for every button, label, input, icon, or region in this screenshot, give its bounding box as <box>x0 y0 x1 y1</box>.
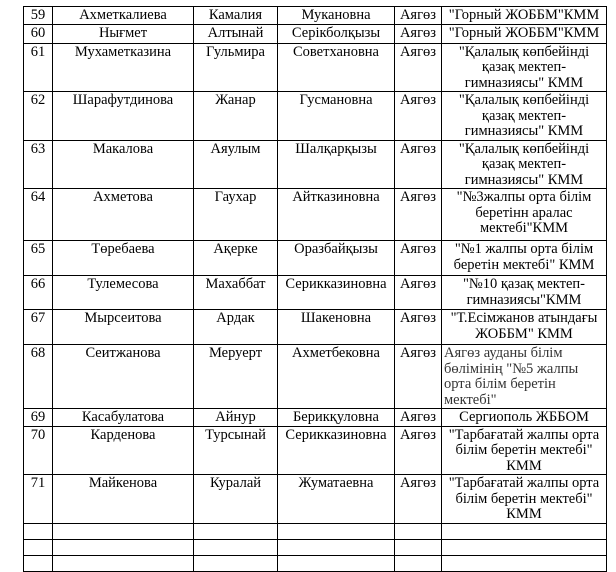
school-cell: "Тарбағатай жалпы орта білім беретін мектебі" КММ <box>442 475 607 524</box>
table-row <box>24 24 607 43</box>
empty-cell <box>53 555 194 571</box>
empty-table-row <box>24 539 607 555</box>
row-number: 67 <box>24 310 53 345</box>
name-cell: Алтынай <box>194 24 278 43</box>
empty-cell <box>278 523 395 539</box>
school-cell: "№10 қазақ мектеп- гимназиясы"КММ <box>442 276 607 310</box>
table-row <box>24 241 607 276</box>
surname-cell: Мухаметказина <box>53 43 194 92</box>
school-cell: "Горный ЖОББМ"КММ <box>442 24 607 43</box>
empty-cell <box>53 539 194 555</box>
row-number: 61 <box>24 43 53 92</box>
surname-cell: Мырсеитова <box>53 310 194 345</box>
empty-cell <box>278 539 395 555</box>
school-cell: "Горный ЖОББМ"КММ <box>442 7 607 25</box>
row-number: 66 <box>24 276 53 310</box>
city-cell: Аягөз <box>395 345 442 409</box>
row-number: 68 <box>24 345 53 409</box>
surname-cell: Нығмет <box>53 24 194 43</box>
row-number: 65 <box>24 241 53 276</box>
surname-cell: Майкенова <box>53 475 194 524</box>
patronymic-cell: Берикқуловна <box>278 409 395 427</box>
row-number: 71 <box>24 475 53 524</box>
surname-cell: Ахметкалиева <box>53 7 194 25</box>
school-cell: Аягөз ауданы білім бөлімінің "№5 жалпы орта білім беретін мектебі" <box>442 345 607 409</box>
name-cell: Айнур <box>194 409 278 427</box>
empty-cell <box>395 555 442 571</box>
name-cell: Гульмира <box>194 43 278 92</box>
row-number: 63 <box>24 140 53 189</box>
city-cell: Аягөз <box>395 7 442 25</box>
table-row <box>24 7 607 25</box>
city-cell: Аягөз <box>395 92 442 141</box>
surname-cell: Төребаева <box>53 241 194 276</box>
name-cell: Камалия <box>194 7 278 25</box>
school-cell: "Т.Есімжанов атындағы ЖОББМ" КММ <box>442 310 607 345</box>
patronymic-cell: Серикказиновна <box>278 426 395 475</box>
city-cell: Аягөз <box>395 475 442 524</box>
empty-cell <box>24 555 53 571</box>
empty-cell <box>194 523 278 539</box>
patronymic-cell: Советхановна <box>278 43 395 92</box>
patronymic-cell: Мукановна <box>278 7 395 25</box>
name-cell: Куралай <box>194 475 278 524</box>
patronymic-cell: Оразбайқызы <box>278 241 395 276</box>
city-cell: Аягөз <box>395 24 442 43</box>
name-cell: Ақерке <box>194 241 278 276</box>
school-cell: "Қалалық көпбейінді қазақ мектеп- гимназиясы" КММ <box>442 92 607 141</box>
city-cell: Аягөз <box>395 189 442 241</box>
empty-cell <box>24 539 53 555</box>
surname-cell: Ахметова <box>53 189 194 241</box>
school-cell: "Қалалық көпбейінді қазақ мектеп- гимназиясы" КММ <box>442 43 607 92</box>
patronymic-cell: Жуматаевна <box>278 475 395 524</box>
city-cell: Аягөз <box>395 276 442 310</box>
surname-cell: Тулемесова <box>53 276 194 310</box>
empty-cell <box>194 539 278 555</box>
city-cell: Аягөз <box>395 241 442 276</box>
school-cell: Сергиополь ЖББОМ <box>442 409 607 427</box>
patronymic-cell: Гусмановна <box>278 92 395 141</box>
school-cell: "Тарбағатай жалпы орта білім беретін мектебі" КММ <box>442 426 607 475</box>
empty-cell <box>442 555 607 571</box>
surname-cell: Касабулатова <box>53 409 194 427</box>
surname-cell: Шарафутдинова <box>53 92 194 141</box>
row-number: 62 <box>24 92 53 141</box>
empty-cell <box>194 555 278 571</box>
city-cell: Аягөз <box>395 426 442 475</box>
table-row <box>24 189 607 241</box>
row-number: 59 <box>24 7 53 25</box>
participants-table <box>23 6 607 572</box>
patronymic-cell: Серікболқызы <box>278 24 395 43</box>
school-cell: "Қалалық көпбейінді қазақ мектеп- гимназиясы" КММ <box>442 140 607 189</box>
city-cell: Аягөз <box>395 409 442 427</box>
empty-cell <box>395 523 442 539</box>
surname-cell: Карденова <box>53 426 194 475</box>
patronymic-cell: Шакеновна <box>278 310 395 345</box>
empty-table-row <box>24 555 607 571</box>
table-row <box>24 43 607 92</box>
empty-table-row <box>24 523 607 539</box>
patronymic-cell: Ахметбековна <box>278 345 395 409</box>
empty-cell <box>442 523 607 539</box>
table-row <box>24 92 607 141</box>
table-row <box>24 276 607 310</box>
table-row <box>24 426 607 475</box>
empty-cell <box>24 523 53 539</box>
empty-cell <box>53 523 194 539</box>
city-cell: Аягөз <box>395 310 442 345</box>
empty-cell <box>395 539 442 555</box>
name-cell: Жанар <box>194 92 278 141</box>
table-row <box>24 409 607 427</box>
row-number: 69 <box>24 409 53 427</box>
name-cell: Аяулым <box>194 140 278 189</box>
patronymic-cell: Айтказиновна <box>278 189 395 241</box>
school-cell: "№1 жалпы орта білім беретін мектебі" КММ <box>442 241 607 276</box>
row-number: 60 <box>24 24 53 43</box>
school-cell: "№3жалпы орта білім беретінн аралас мектебі"КММ <box>442 189 607 241</box>
city-cell: Аягөз <box>395 43 442 92</box>
row-number: 70 <box>24 426 53 475</box>
name-cell: Гаухар <box>194 189 278 241</box>
patronymic-cell: Серикказиновна <box>278 276 395 310</box>
table-row <box>24 310 607 345</box>
name-cell: Турсынай <box>194 426 278 475</box>
table-row <box>24 475 607 524</box>
table-row <box>24 140 607 189</box>
surname-cell: Сеитжанова <box>53 345 194 409</box>
name-cell: Махаббат <box>194 276 278 310</box>
name-cell: Меруерт <box>194 345 278 409</box>
empty-cell <box>278 555 395 571</box>
city-cell: Аягөз <box>395 140 442 189</box>
patronymic-cell: Шалқарқызы <box>278 140 395 189</box>
empty-cell <box>442 539 607 555</box>
row-number: 64 <box>24 189 53 241</box>
surname-cell: Макалова <box>53 140 194 189</box>
name-cell: Ардак <box>194 310 278 345</box>
table-row <box>24 345 607 409</box>
